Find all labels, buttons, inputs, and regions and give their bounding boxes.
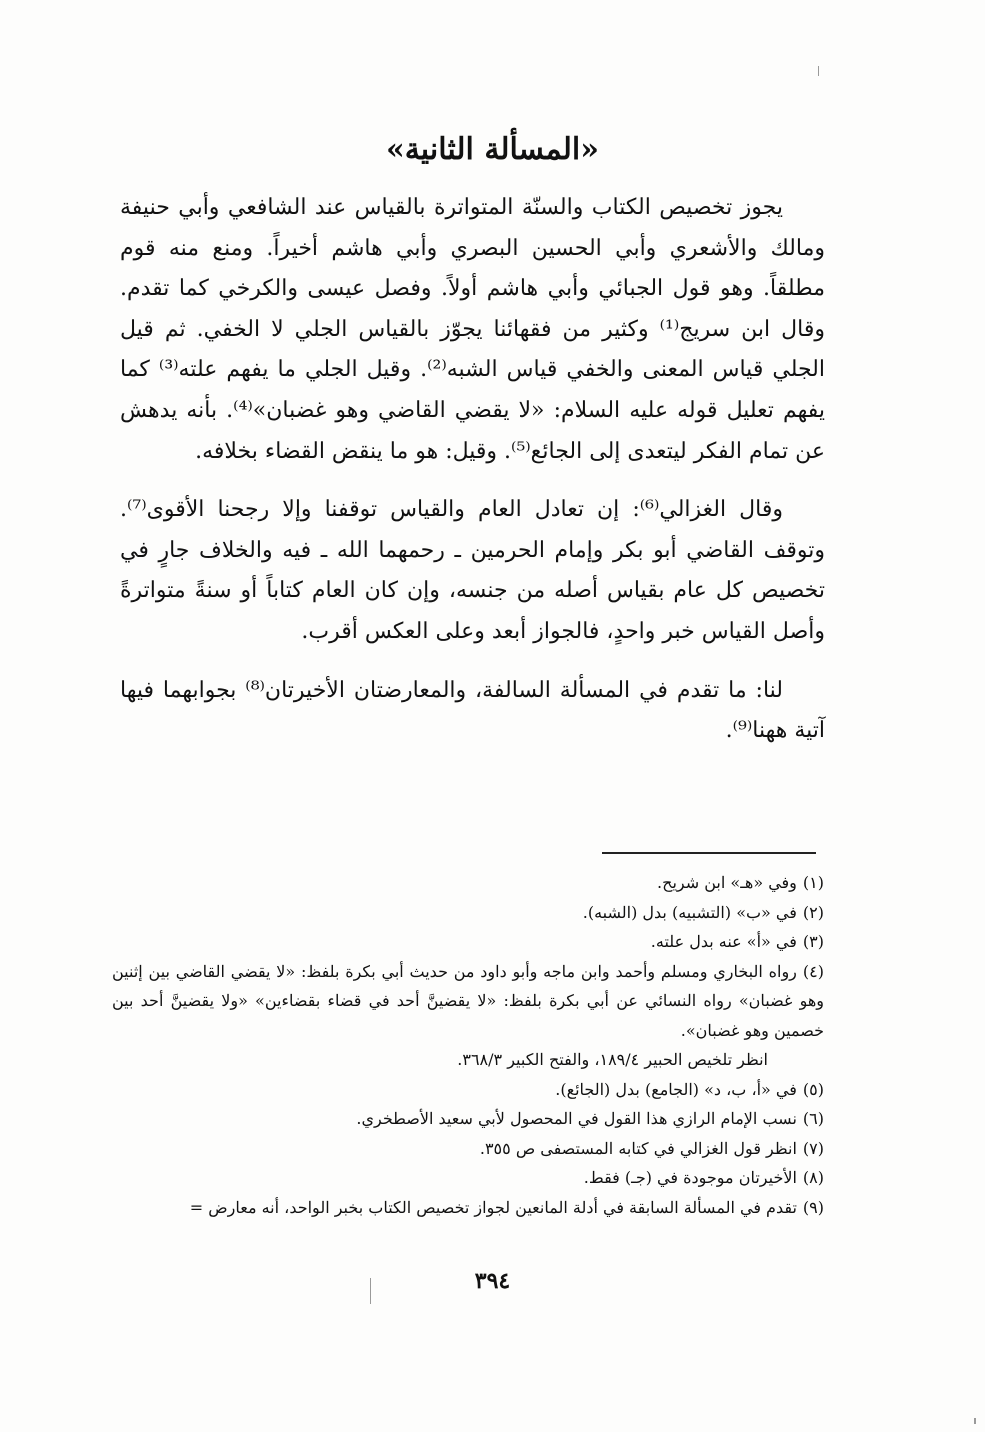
footnote-text: رواه البخاري ومسلم وأحمد وابن ماجه وأبو داود من حديث أبي بكرة بلفظ: «لا يقضي القاضي بين إثنين وهو غضبان» رواه النسائي عن أبي بكرة بلفظ: «لا يقضينَّ أحد في قضاء بقضاءين» «ولا يقضينَّ أحد بين خصمين وهو غضبان». — [112, 961, 824, 1040]
footnote-text: تقدم في المسألة السابقة في أدلة المانعين لجواز تخصيص الكتاب بخبر الواحد، أنه معارض = — [189, 1197, 797, 1217]
footnote-text: انظر قول الغزالي في كتابه المستصفى ص ٣٥٥. — [479, 1138, 797, 1158]
paragraph-3: لنا: ما تقدم في المسألة السالفة، والمعارضتان الأخيرتان⁽⁸⁾ بجوابهما فيها آتية ههنا⁽⁹⁾. — [120, 677, 825, 744]
footnote-text: في «أ» عنه بدل علته. — [650, 932, 797, 951]
scan-artifact-mark — [818, 66, 819, 76]
footnote-text: وفي «هـ» ابن شريح. — [657, 873, 797, 892]
footnote-text: في «ب» (التشبيه) بدل (الشبه). — [582, 902, 797, 922]
footnote-2 — [112, 898, 824, 928]
section-title: «المسألة الثانية» — [385, 132, 600, 167]
footnote-number: (٨) — [802, 1168, 824, 1187]
footnote-1 — [112, 868, 824, 898]
footnote-4-reference — [112, 1045, 824, 1075]
footnote-3 — [112, 927, 824, 957]
footnote-number: (٩) — [802, 1197, 824, 1217]
footnote-9 — [112, 1193, 824, 1223]
footnote-number: (٥) — [802, 1079, 824, 1099]
footnote-text: نسب الإمام الرازي هذا القول في المحصول لأبي سعيد الأصطخري. — [356, 1109, 797, 1128]
footnote-5 — [112, 1075, 824, 1105]
footnote-number: (٢) — [802, 902, 824, 922]
page-number: ٣٩٤ — [474, 1268, 511, 1294]
footnote-6 — [112, 1104, 824, 1134]
footnote-number: (٣) — [802, 932, 824, 951]
footnote-4 — [112, 957, 824, 1046]
footnote-7 — [112, 1134, 824, 1164]
scan-artifact-mark — [974, 1418, 976, 1424]
footnote-separator — [602, 852, 816, 854]
footnote-number: (١) — [802, 873, 824, 892]
footnotes-list — [112, 868, 824, 1222]
paragraph-2: وقال الغزالي⁽⁶⁾: إن تعادل العام والقياس توقفنا وإلا رجحنا الأقوى⁽⁷⁾. وتوقف القاضي أبو بكر وإمام الحرمين ـ رحمهما الله ـ فيه والخلاف جارٍ في تخصيص كل عام بقياس أصله من جنسه، وإن كان العام كتاباً أو سنةً متواترةً وأصل القياس خبر واحدٍ، فالجواز أبعد وعلى العكس أقرب. — [120, 497, 825, 644]
footnote-text: انظر تلخيص الحبير ١٨٩/٤، والفتح الكبير ٣٦٨/٣. — [457, 1050, 768, 1069]
paragraph-1: يجوز تخصيص الكتاب والسنّة المتواترة بالقياس عند الشافعي وأبي حنيفة ومالك والأشعري وأبي الحسين البصري وأبي هاشم أخيراً. ومنع منه قوم مطلقاً. وهو قول الجبائي وأبي هاشم أولاً. وفصل عيسى والكرخي كما تقدم. وقال ابن سريج⁽¹⁾ وكثير من فقهائنا يجوّز بالقياس الجلي لا الخفي. ثم قيل الجلي قياس المعنى والخفي قياس الشبه⁽²⁾. وقيل الجلي ما يفهم علته⁽³⁾ كما يفهم تعليل قوله عليه السلام: «لا يقضي القاضي وهو غضبان»⁽⁴⁾. بأنه يدهش عن تمام الفكر ليتعدى إلى الجائع⁽⁵⁾. وقيل: هو ما ينقض القضاء بخلافه. — [120, 195, 825, 464]
footnote-number: (٦) — [802, 1109, 824, 1128]
footnote-text: الأخيرتان موجودة في (جـ) فقط. — [583, 1168, 797, 1187]
scan-artifact-mark — [370, 1278, 371, 1304]
footnote-text: في «أ، ب، د» (الجامع) بدل (الجائع). — [555, 1079, 797, 1099]
footnote-number: (٧) — [802, 1138, 824, 1158]
main-text — [120, 188, 825, 770]
footnote-8 — [112, 1163, 824, 1193]
footnote-number: (٤) — [802, 961, 824, 981]
